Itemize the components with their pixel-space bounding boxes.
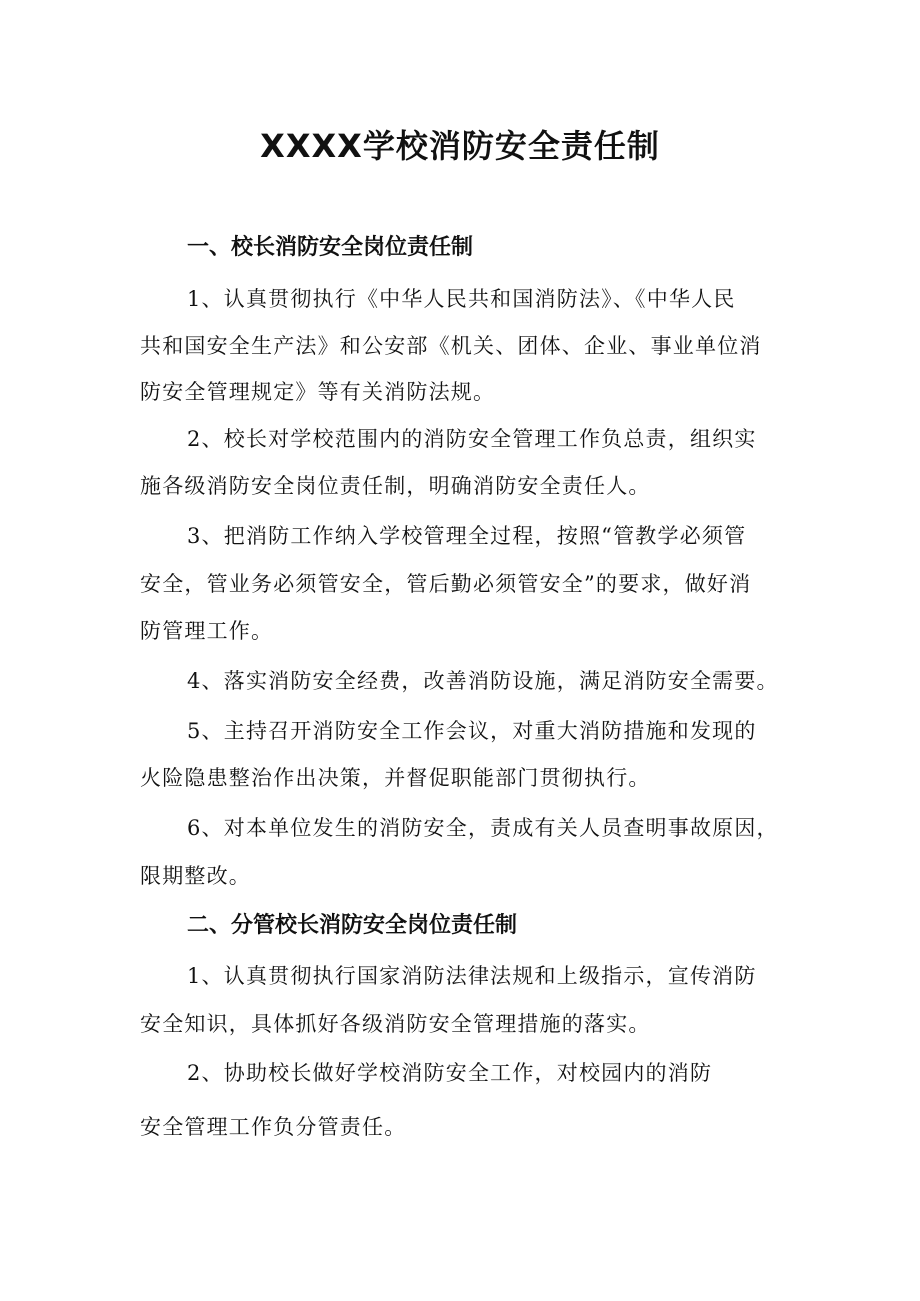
paragraph-line: 3、把消防工作纳入学校管理全过程，按照“管教学必须管 — [187, 524, 747, 548]
document-title: XXXX学校消防安全责任制 — [260, 127, 660, 165]
paragraph-line: 安全，管业务必须管安全，管后勤必须管安全”的要求，做好消 — [140, 572, 752, 596]
paragraph-line: 防管理工作。 — [140, 619, 274, 643]
paragraph-line: 火险隐患整治作出决策，并督促职能部门贯彻执行。 — [140, 766, 651, 790]
paragraph-line: 1、认真贯彻执行国家消防法律法规和上级指示，宣传消防 — [187, 964, 757, 988]
paragraph-line: 安全知识，具体抓好各级消防安全管理措施的落实。 — [140, 1012, 651, 1036]
paragraph-line: 限期整改。 — [140, 864, 251, 888]
paragraph-line: 2、校长对学校范围内的消防安全管理工作负总责，组织实 — [187, 427, 757, 451]
paragraph-line: 4、落实消防安全经费，改善消防设施，满足消防安全需要。 — [187, 669, 779, 693]
paragraph-line: 防安全管理规定》等有关消防法规。 — [140, 380, 496, 404]
paragraph-line: 6、对本单位发生的消防安全，责成有关人员查明事故原因， — [187, 816, 779, 840]
paragraph-line: 安全管理工作负分管责任。 — [140, 1115, 407, 1139]
section-heading: 二、分管校长消防安全岗位责任制 — [187, 913, 518, 938]
paragraph-line: 1、认真贯彻执行《中华人民共和国消防法》、《中华人民 — [187, 287, 736, 311]
paragraph-line: 共和国安全生产法》和公安部《机关、团体、企业、事业单位消 — [140, 334, 762, 358]
paragraph-line: 5、主持召开消防安全工作会议，对重大消防措施和发现的 — [187, 719, 757, 743]
section-heading: 一、校长消防安全岗位责任制 — [187, 235, 474, 260]
paragraph-line: 2、协助校长做好学校消防安全工作，对校园内的消防 — [187, 1061, 713, 1085]
paragraph-line: 施各级消防安全岗位责任制，明确消防安全责任人。 — [140, 474, 651, 498]
